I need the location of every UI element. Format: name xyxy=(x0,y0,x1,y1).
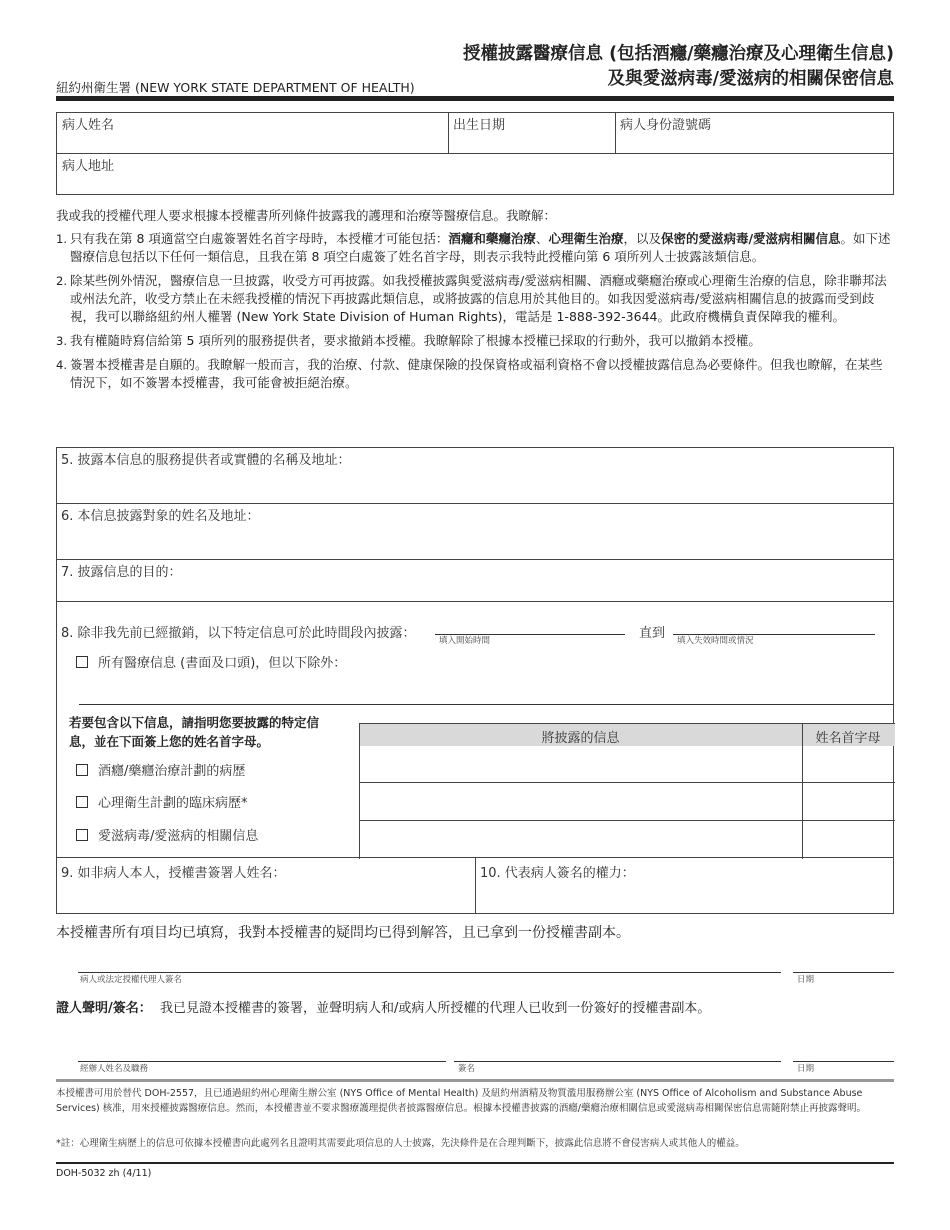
section-10-label[interactable]: 10. 代表病人簽名的權力： xyxy=(480,866,635,881)
section-8-label: 8. 除非我先前已經撤銷，以下特定信息可於此時間段內披露： xyxy=(61,626,416,641)
section-5-box[interactable] xyxy=(56,447,894,504)
form-title xyxy=(334,42,894,92)
option-mental-health[interactable]: 心理衛生計劃的臨床病歷* xyxy=(76,792,248,811)
section-5-label: 5. 披露本信息的服務提供者或實體的名稱及地址： xyxy=(61,453,351,468)
checkbox-icon[interactable] xyxy=(76,764,88,776)
checkbox-icon[interactable] xyxy=(76,656,88,668)
intro-text: 我或我的授權代理人要求根據本授權書所列條件披露我的護理和治療等醫療信息。我瞭解： xyxy=(56,208,557,223)
end-date-hint: 填入失效時間或情況 xyxy=(677,636,754,646)
handler-label: 經辦人姓名及職務 xyxy=(80,1064,149,1074)
section-9-label[interactable]: 9. 如非病人本人，授權書簽署人姓名： xyxy=(61,866,286,881)
all-info-option[interactable]: 所有醫療信息 (書面及口頭)，但以下除外： xyxy=(76,652,346,671)
witness-statement: 證人聲明/簽名： 我已見證本授權書的簽署，並聲明病人和/或病人所授權的代理人已收到一份簽好的授權書副本。 xyxy=(56,1001,711,1016)
date-label: 日期 xyxy=(797,975,815,985)
checkbox-icon[interactable] xyxy=(76,829,88,841)
patient-info-box xyxy=(56,112,894,195)
patient-signature-line[interactable] xyxy=(78,972,781,973)
form-id: DOH-5032 zh (4/11) xyxy=(56,1168,152,1179)
footer-note: 本授權書可用於替代 DOH-2557，且已通過紐約州心理衛生辦公室 (NYS Office of Mental Health) 及紐約州酒精及物質濫用服務辦公室 (NYS Office of Alcoholism and Substance Abuse Services) 核准，用來授權披露醫療信息。然而，本授權書並不要求醫療護理提供者披露醫療信息。根據本授權書披露的酒癮/藥癮治療相關信息或愛滋病毒相關保密信息需隨附禁止再披露聲明。 xyxy=(56,1088,866,1114)
list-item: 4. 簽署本授權書是自願的。我瞭解一般而言，我的治療、付款、健康保險的投保資格或福利資格不會以授權披露信息為必要條件。但我也瞭解，在某些情況下，如不簽署本授權書，我可能會被拒絕治療。 xyxy=(56,357,883,390)
list-item: 1. 只有我在第 8 項適當空白處簽署姓名首字母時，本授權才可能包括：酒癮和藥癮治療、心理衛生治療，以及保密的愛滋病毒/愛滋病相關信息。如下述醫療信息包括以下任何一類信息，且我在第 8 項空白處簽了姓名首字母，則表示我特此授權向第 6 項所列人士披露該類信息。 xyxy=(56,231,891,264)
dob-field[interactable]: 出生日期 xyxy=(453,118,506,133)
witness-date-label: 日期 xyxy=(797,1064,815,1074)
footer-bottom-rule xyxy=(56,1162,894,1164)
option-alcohol-drug[interactable]: 酒癮/藥癮治療計劃的病歷 xyxy=(76,760,245,779)
agency-name: 紐約州衛生署 (NEW YORK STATE DEPARTMENT OF HEALTH) xyxy=(56,80,415,95)
title-line-2: 及與愛滋病毒/愛滋病的相關保密信息 xyxy=(607,69,894,89)
section-9-10-box xyxy=(56,857,894,914)
section-8-box xyxy=(56,601,894,858)
section-6-label: 6. 本信息披露對象的姓名及地址： xyxy=(61,509,260,524)
column-initials-header: 姓名首字母 xyxy=(815,731,881,746)
section-6-box[interactable] xyxy=(56,503,894,560)
until-label: 直到 xyxy=(639,626,666,641)
patient-address-field[interactable]: 病人地址 xyxy=(62,159,115,174)
section-7-label: 7. 披露信息的目的： xyxy=(61,565,182,580)
header-rule xyxy=(56,96,894,101)
witness-signature-line[interactable] xyxy=(454,1061,781,1062)
list-item: 3. 我有權隨時寫信給第 5 項所列的服務提供者，要求撤銷本授權。我瞭解除了根據本授權已採取的行動外，我可以撤銷本授權。 xyxy=(56,333,761,348)
exceptions-line[interactable] xyxy=(79,704,894,705)
footer-rule xyxy=(56,1079,894,1082)
section-7-box[interactable] xyxy=(56,559,894,602)
start-date-hint: 填入開始時間 xyxy=(439,636,491,646)
terms-list xyxy=(56,230,894,398)
title-line-1: 授權披露醫療信息 (包括酒癮/藥癮治療及心理衛生信息) xyxy=(463,44,894,64)
option-hiv[interactable]: 愛滋病毒/愛滋病的相關信息 xyxy=(76,825,258,844)
list-item: 2. 除某些例外情況，醫療信息一旦披露，收受方可再披露。如我授權披露與愛滋病毒/愛滋病相關、酒癮或藥癮治療或心理衛生治療的信息，除非聯邦法或州法允許，收受方禁止在未經我授權的情況下再披露此類信息，或將披露的信息用於其他目的。如我因愛滋病毒/愛滋病相關信息的披露而受到歧視，我可以聯絡紐約州人權署 (New York State Division of Human Rights)，電話是 1-888-392-3644。此政府機構負責保障我的權利。 xyxy=(56,273,887,324)
specify-instructions: 若要包含以下信息，請指明您要披露的特定信息，並在下面簽上您的姓名首字母。 xyxy=(69,715,320,749)
patient-id-field[interactable]: 病人身份證號碼 xyxy=(620,118,712,133)
column-info-header: 將披露的信息 xyxy=(541,731,620,746)
patient-name-field[interactable]: 病人姓名 xyxy=(62,118,115,133)
witness-signature-label: 簽名 xyxy=(458,1064,476,1074)
checkbox-icon[interactable] xyxy=(76,796,88,808)
patient-signature-label: 病人或法定授權代理人簽名 xyxy=(80,975,183,985)
completion-statement: 本授權書所有項目均已填寫，我對本授權書的疑問均已得到解答，且已拿到一份授權書副本。 xyxy=(56,925,630,941)
footnote: *註：心理衛生病歷上的信息可依據本授權書向此處列名且證明其需要此項信息的人士披露，先決條件是在合理判斷下，披露此信息將不會侵害病人或其他人的權益。 xyxy=(56,1138,745,1149)
